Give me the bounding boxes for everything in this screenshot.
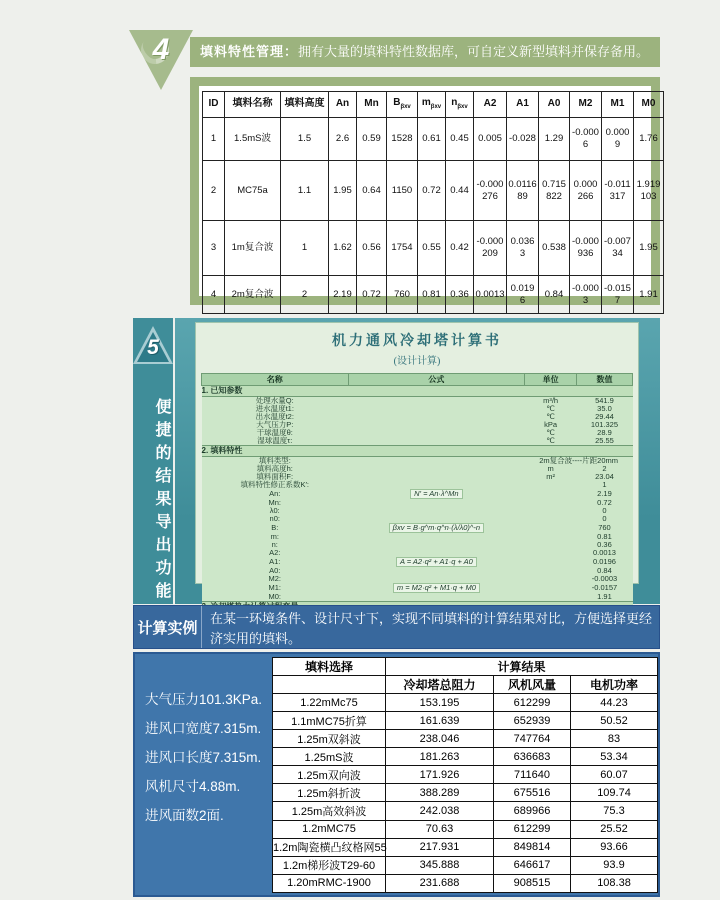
cell: 153.195 [386, 694, 494, 712]
value-cell: 0.84 [576, 567, 632, 575]
column-header: 单位 [525, 374, 577, 386]
section5-panel [175, 318, 660, 604]
cell: 1.2mMC75 [273, 820, 386, 838]
report-row [202, 515, 633, 523]
cell: 1.25m双向波 [273, 766, 386, 784]
column-header: 名称 [202, 374, 349, 386]
table-row [203, 118, 664, 161]
example-description: 在某一环境条件、设计尺寸下，实现不同填料的计算结果对比，方便选择更经济实用的填料。 [210, 611, 653, 647]
cell: 345.888 [386, 856, 494, 874]
unit-cell [525, 489, 577, 499]
parameter-line: 进风口长度7.315m. [145, 750, 262, 765]
unit-cell [525, 557, 577, 567]
table-row [273, 748, 658, 766]
report-row [202, 541, 633, 549]
value-cell: 35.0 [576, 405, 632, 413]
cell: 0.55 [418, 221, 446, 276]
cell: 1.1mMC75折算 [273, 712, 386, 730]
group-heading: 1. 已知参数 [202, 386, 633, 397]
table-row [273, 694, 658, 712]
cell: 1.919103 [634, 161, 664, 221]
name-cell: M2: [202, 575, 349, 583]
cell: -0.00734 [602, 221, 634, 276]
value-cell: 0.81 [576, 533, 632, 541]
cell: 238.046 [386, 730, 494, 748]
table-row [273, 874, 658, 892]
formula-cell [348, 481, 525, 489]
unit-cell [525, 533, 577, 541]
empty-header [273, 676, 386, 694]
report-row [202, 489, 633, 499]
value-cell: 760 [576, 523, 632, 533]
unit-cell [525, 549, 577, 557]
value-cell: 2m复合波----片距20mm [525, 457, 633, 466]
cell: 1.2m陶瓷横凸纹格网55 [273, 838, 386, 856]
cell: 217.931 [386, 838, 494, 856]
column-header: 风机风量 [494, 676, 571, 694]
cell: 2.19 [329, 276, 357, 314]
column-header: 数值 [576, 374, 632, 386]
unit-cell [525, 567, 577, 575]
unit-cell [525, 507, 577, 515]
value-cell: -0.0157 [576, 583, 632, 593]
cell: 3 [203, 221, 225, 276]
cell: 1.25m双斜波 [273, 730, 386, 748]
formula: N′ = An·λ^Mn [410, 489, 462, 499]
cell: 1.91 [634, 276, 664, 314]
value-cell: 0.36 [576, 541, 632, 549]
formula-cell [348, 421, 525, 429]
comparison-table [272, 657, 658, 893]
column-header: 电机功率 [571, 676, 658, 694]
unit-cell [525, 593, 577, 602]
table-head [203, 92, 664, 118]
value-cell: -0.0003 [576, 575, 632, 583]
unit-cell [525, 541, 577, 549]
report-table [201, 373, 633, 613]
cell: 75.3 [571, 802, 658, 820]
name-cell: 填料面积F: [202, 473, 349, 481]
value-cell: 1 [576, 481, 632, 489]
value-cell: 101.325 [576, 421, 632, 429]
table-head [273, 658, 658, 694]
table-body [203, 118, 664, 314]
report-row [202, 523, 633, 533]
cell: 0.61 [418, 118, 446, 161]
column-header: An [329, 92, 357, 118]
name-cell: m: [202, 533, 349, 541]
table-row [273, 856, 658, 874]
formula-cell [348, 499, 525, 507]
subscript: βxv [457, 104, 468, 111]
parameter-line: 大气压力101.3KPa. [145, 692, 263, 707]
table-row [273, 820, 658, 838]
table-row [273, 712, 658, 730]
name-cell: 干球温度θ: [202, 429, 349, 437]
cell: 652939 [494, 712, 571, 730]
cell: 161.639 [386, 712, 494, 730]
cell: 1.95 [329, 161, 357, 221]
cell: 0.45 [446, 118, 474, 161]
cell: 1.2m梯形波T29-60 [273, 856, 386, 874]
formula-cell [348, 533, 525, 541]
value-cell: 541.9 [576, 397, 632, 406]
cell: 689966 [494, 802, 571, 820]
cell: -0.0006 [570, 118, 602, 161]
report-subtitle: (设计计算) [393, 356, 441, 367]
table-row [273, 802, 658, 820]
formula-cell [348, 549, 525, 557]
formula-cell [348, 429, 525, 437]
cell: 0.005 [474, 118, 507, 161]
formula-cell [348, 507, 525, 515]
value-cell: 28.9 [576, 429, 632, 437]
name-cell: 大气压力P: [202, 421, 349, 429]
header-row [203, 92, 664, 118]
cell: 747764 [494, 730, 571, 748]
cell: -0.000276 [474, 161, 507, 221]
table-body [273, 694, 658, 893]
formula: m = M2·q² + M1·q + M0 [393, 583, 480, 593]
unit-cell: ℃ [525, 413, 577, 421]
cell: 612299 [494, 820, 571, 838]
results-group-header: 计算结果 [386, 658, 658, 676]
unit-cell [525, 515, 577, 523]
report-row [202, 499, 633, 507]
cell: 388.289 [386, 784, 494, 802]
cell: 1.5 [281, 118, 329, 161]
report-row [202, 549, 633, 557]
cell: 242.038 [386, 802, 494, 820]
cell: 2m复合波 [225, 276, 281, 314]
comparison-table-wrap [272, 657, 657, 893]
cell: 60.07 [571, 766, 658, 784]
report-row [202, 481, 633, 489]
table-row [203, 161, 664, 221]
cell: 1.22mMc75 [273, 694, 386, 712]
formula-cell [348, 405, 525, 413]
column-header: ID [203, 92, 225, 118]
cell: 1.29 [539, 118, 570, 161]
report-row [202, 567, 633, 575]
section4-number: 4 [152, 33, 170, 66]
name-cell: 填料高度h: [202, 465, 349, 473]
cell: -0.000936 [570, 221, 602, 276]
name-cell: 湿球温度τ: [202, 437, 349, 446]
cell: 0.72 [418, 161, 446, 221]
value-cell: 0.0013 [576, 549, 632, 557]
name-cell: A0: [202, 567, 349, 575]
section5-marker [133, 318, 173, 380]
cell: 0.0009 [602, 118, 634, 161]
cell: 0.59 [357, 118, 387, 161]
formula-cell [348, 489, 525, 499]
cell: -0.000209 [474, 221, 507, 276]
filler-properties-table [202, 91, 664, 314]
formula-cell [348, 557, 525, 567]
report-row [202, 437, 633, 446]
cell: 0.0013 [474, 276, 507, 314]
filler-table-inner [199, 86, 661, 306]
value-cell: 0.0196 [576, 557, 632, 567]
cell: -0.0003 [570, 276, 602, 314]
value-cell: 25.55 [576, 437, 632, 446]
cell: -0.028 [507, 118, 539, 161]
subheader-row [273, 676, 658, 694]
cell: 108.38 [571, 874, 658, 892]
cell: 1.76 [634, 118, 664, 161]
column-header: A0 [539, 92, 570, 118]
column-header: A1 [507, 92, 539, 118]
unit-cell [525, 481, 577, 489]
name-cell: 处理水量Q: [202, 397, 349, 406]
table-row [273, 766, 658, 784]
report-row [202, 593, 633, 602]
table-row [273, 730, 658, 748]
cell: 0.0196 [507, 276, 539, 314]
cell: 1.62 [329, 221, 357, 276]
value-cell: 23.04 [576, 473, 632, 481]
cell: 109.74 [571, 784, 658, 802]
cell: 849814 [494, 838, 571, 856]
group-heading-row [202, 446, 633, 457]
cell: 181.263 [386, 748, 494, 766]
formula-cell [348, 397, 525, 406]
cell: 760 [387, 276, 418, 314]
header-row [202, 374, 633, 386]
cell: 53.34 [571, 748, 658, 766]
parameter-line: 风机尺寸4.88m. [145, 779, 241, 794]
report-row [202, 583, 633, 593]
cell: 646617 [494, 856, 571, 874]
formula-cell [348, 541, 525, 549]
column-header: Mn [357, 92, 387, 118]
report-head [202, 374, 633, 386]
column-header: A2 [474, 92, 507, 118]
cell: 25.52 [571, 820, 658, 838]
cell: 0.81 [418, 276, 446, 314]
cell: 0.56 [357, 221, 387, 276]
report-row [202, 507, 633, 515]
calculation-report [195, 322, 639, 601]
name-cell: Mn: [202, 499, 349, 507]
cell: 2 [203, 161, 225, 221]
cell: -0.011317 [602, 161, 634, 221]
unit-cell: m³/h [525, 397, 577, 406]
value-cell: 0 [576, 507, 632, 515]
cell: 0.36 [446, 276, 474, 314]
cell: 0.42 [446, 221, 474, 276]
column-header: M0 [634, 92, 664, 118]
unit-cell: m [525, 465, 577, 473]
name-cell: n: [202, 541, 349, 549]
parameter-line: 进风面数2面. [145, 808, 224, 823]
cell: 171.926 [386, 766, 494, 784]
value-cell: 0.72 [576, 499, 632, 507]
cell: 1528 [387, 118, 418, 161]
cell: 908515 [494, 874, 571, 892]
formula-cell [348, 523, 525, 533]
cell: 44.23 [571, 694, 658, 712]
cell: 93.66 [571, 838, 658, 856]
cell: 93.9 [571, 856, 658, 874]
section4-marker [129, 30, 193, 94]
cell: 1 [203, 118, 225, 161]
cell: 0.000266 [570, 161, 602, 221]
report-row [202, 557, 633, 567]
name-cell: M1: [202, 583, 349, 593]
formula-cell [348, 575, 525, 583]
section4-title-band [190, 37, 660, 67]
header-row [273, 658, 658, 676]
unit-cell: m² [525, 473, 577, 481]
cell: 0.538 [539, 221, 570, 276]
name-cell: B: [202, 523, 349, 533]
cell: 1.5mS波 [225, 118, 281, 161]
name-cell: A1: [202, 557, 349, 567]
section5-number: 5 [147, 336, 159, 359]
group-heading: 2. 填料特性 [202, 446, 633, 457]
name-cell: An: [202, 489, 349, 499]
name-cell: M0: [202, 593, 349, 602]
cell: 675516 [494, 784, 571, 802]
report-row [202, 533, 633, 541]
cell: 1.25m高效斜波 [273, 802, 386, 820]
cell: 0.0363 [507, 221, 539, 276]
report-row [202, 575, 633, 583]
unit-cell [525, 499, 577, 507]
value-cell: 2 [576, 465, 632, 473]
unit-cell [525, 523, 577, 533]
cell: 2 [281, 276, 329, 314]
name-cell: A2: [202, 549, 349, 557]
cell: 612299 [494, 694, 571, 712]
filler-table-frame [190, 77, 660, 305]
group-heading-row [202, 386, 633, 397]
cell: 2.6 [329, 118, 357, 161]
cell: 1.95 [634, 221, 664, 276]
formula-cell [348, 413, 525, 421]
cell: 0.44 [446, 161, 474, 221]
section4-title-bold: 填料特性管理： [200, 44, 299, 59]
unit-cell: ℃ [525, 405, 577, 413]
cell: 1150 [387, 161, 418, 221]
column-header: $B_{\beta xv}$ [387, 92, 418, 118]
cell: 1 [281, 221, 329, 276]
cell: 0.715822 [539, 161, 570, 221]
formula-cell [348, 515, 525, 523]
column-header: 填料名称 [225, 92, 281, 118]
formula-cell [348, 567, 525, 575]
column-header: $m_{\beta xv}$ [418, 92, 446, 118]
section5-sidebar [133, 318, 173, 604]
column-header: 冷却塔总阻力 [386, 676, 494, 694]
example-label: 计算实例 [134, 606, 202, 648]
name-cell: 填料类型: [202, 457, 349, 466]
cell: 711640 [494, 766, 571, 784]
cell: 70.63 [386, 820, 494, 838]
cell: -0.0157 [602, 276, 634, 314]
cell: 1.25mS波 [273, 748, 386, 766]
cell: 1m复合波 [225, 221, 281, 276]
cell: 0.64 [357, 161, 387, 221]
formula-cell [348, 593, 525, 602]
formula-cell [348, 473, 525, 481]
example-band [133, 605, 660, 649]
parameter-line: 进风口宽度7.315m. [145, 721, 262, 736]
cell: 0.84 [539, 276, 570, 314]
cell: 1754 [387, 221, 418, 276]
subscript: βxv [430, 104, 442, 111]
column-header: 填料高度 [281, 92, 329, 118]
section4-title-text: 拥有大量的填料特性数据库，可自定义新型填料并保存备用。 [298, 44, 650, 59]
cell: 4 [203, 276, 225, 314]
value-cell: 2.19 [576, 489, 632, 499]
unit-cell [525, 575, 577, 583]
section5-vertical-label: 便捷的结果导出功能 [153, 397, 170, 605]
name-cell: 填料特性修正系数K′: [202, 481, 349, 489]
formula-cell [348, 437, 525, 446]
cell: 1.25m斜折波 [273, 784, 386, 802]
formula-cell [348, 465, 525, 473]
column-header: M1 [602, 92, 634, 118]
name-cell: 进水温度t1: [202, 405, 349, 413]
value-cell: 1.91 [576, 593, 632, 602]
filler-select-header: 填料选择 [273, 658, 386, 676]
unit-cell: ℃ [525, 437, 577, 446]
column-header: 公式 [348, 374, 525, 386]
table-row [203, 276, 664, 314]
formula-cell [348, 583, 525, 593]
name-cell: 出水温度t2: [202, 413, 349, 421]
unit-cell: kPa [525, 421, 577, 429]
formula: βxv = B·g^m·q^n·(λ/λ0)^-n [389, 523, 484, 533]
cell: 0.011689 [507, 161, 539, 221]
cell: MC75a [225, 161, 281, 221]
name-cell: λ0: [202, 507, 349, 515]
formula: A = A2·q² + A1·q + A0 [396, 557, 477, 567]
unit-cell [525, 583, 577, 593]
table-row [273, 838, 658, 856]
cell: 1.20mRMC-1900 [273, 874, 386, 892]
report-title: 机力通风冷却塔计算书 [332, 334, 502, 349]
report-body [202, 386, 633, 613]
formula-cell [348, 457, 525, 466]
table-row [273, 784, 658, 802]
cell: 83 [571, 730, 658, 748]
cell: 1.1 [281, 161, 329, 221]
column-header: M2 [570, 92, 602, 118]
name-cell: n0: [202, 515, 349, 523]
table-row [203, 221, 664, 276]
comparison-section [133, 652, 660, 897]
cell: 50.52 [571, 712, 658, 730]
value-cell: 29.44 [576, 413, 632, 421]
unit-cell: ℃ [525, 429, 577, 437]
cell: 231.688 [386, 874, 494, 892]
cell: 0.72 [357, 276, 387, 314]
value-cell: 0 [576, 515, 632, 523]
column-header: $n_{\beta xv}$ [446, 92, 474, 118]
cell: 636683 [494, 748, 571, 766]
subscript: βxv [400, 104, 411, 111]
